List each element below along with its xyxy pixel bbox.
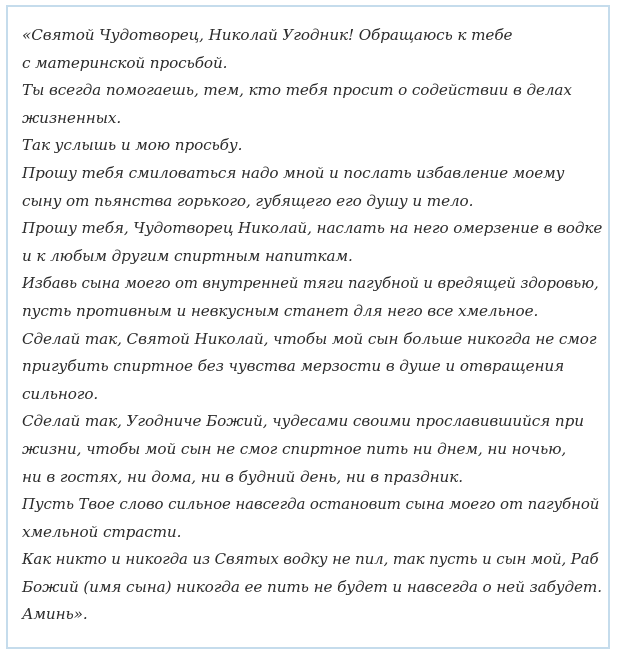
prayer-line: Как никто и никогда из Святых водку не пил, так пусть и сын мой, Раб [22,550,599,569]
prayer-line: сыну от пьянства горького, губящего его душу и тело. [22,191,474,210]
prayer-line: Так услышь и мою просьбу. [22,136,243,155]
prayer-line: Пусть Твое слово сильное навсегда остановит сына моего от пагубной [22,495,600,514]
prayer-line: ни в гостях, ни дома, ни в будний день, ни в праздник. [22,467,463,486]
prayer-text [22,22,602,629]
prayer-line: Сделай так, Святой Николай, чтобы мой сын больше никогда не смог [22,329,597,348]
prayer-frame [6,5,610,649]
prayer-line: жизни, чтобы мой сын не смог спиртное пить ни днем, ни ночью, [22,439,567,458]
prayer-line: Ты всегда помогаешь, тем, кто тебя просит о содействии в делах [22,81,572,100]
prayer-line: жизненных. [22,108,122,127]
prayer-line: и к любым другим спиртным напиткам. [22,246,353,265]
prayer-line: Избавь сына моего от внутренней тяги пагубной и вредящей здоровью, [22,275,599,293]
prayer-line: Сделай так, Угодниче Божий, чудесами своими прославившийся при [22,412,584,431]
prayer-line: пригубить спиртное без чувства мерзости в душе и отвращения [22,357,565,376]
prayer-line: Аминь». [22,605,88,624]
prayer-line: «Святой Чудотворец, Николай Угодник! Обращаюсь к тебе [22,26,513,44]
prayer-line: Божий (имя сына) никогда ее пить не будет и навсегда о ней забудет. [22,577,602,596]
prayer-line: с материнской просьбой. [22,53,228,72]
prayer-line: пусть противным и невкусным станет для него все хмельное. [22,301,539,320]
prayer-line: Прошу тебя смиловаться надо мной и послать избавление моему [22,163,565,182]
prayer-line: Прошу тебя, Чудотворец Николай, наслать на него омерзение в водке [22,219,603,238]
prayer-line: хмельной страсти. [22,522,182,541]
prayer-line: сильного. [22,384,99,403]
